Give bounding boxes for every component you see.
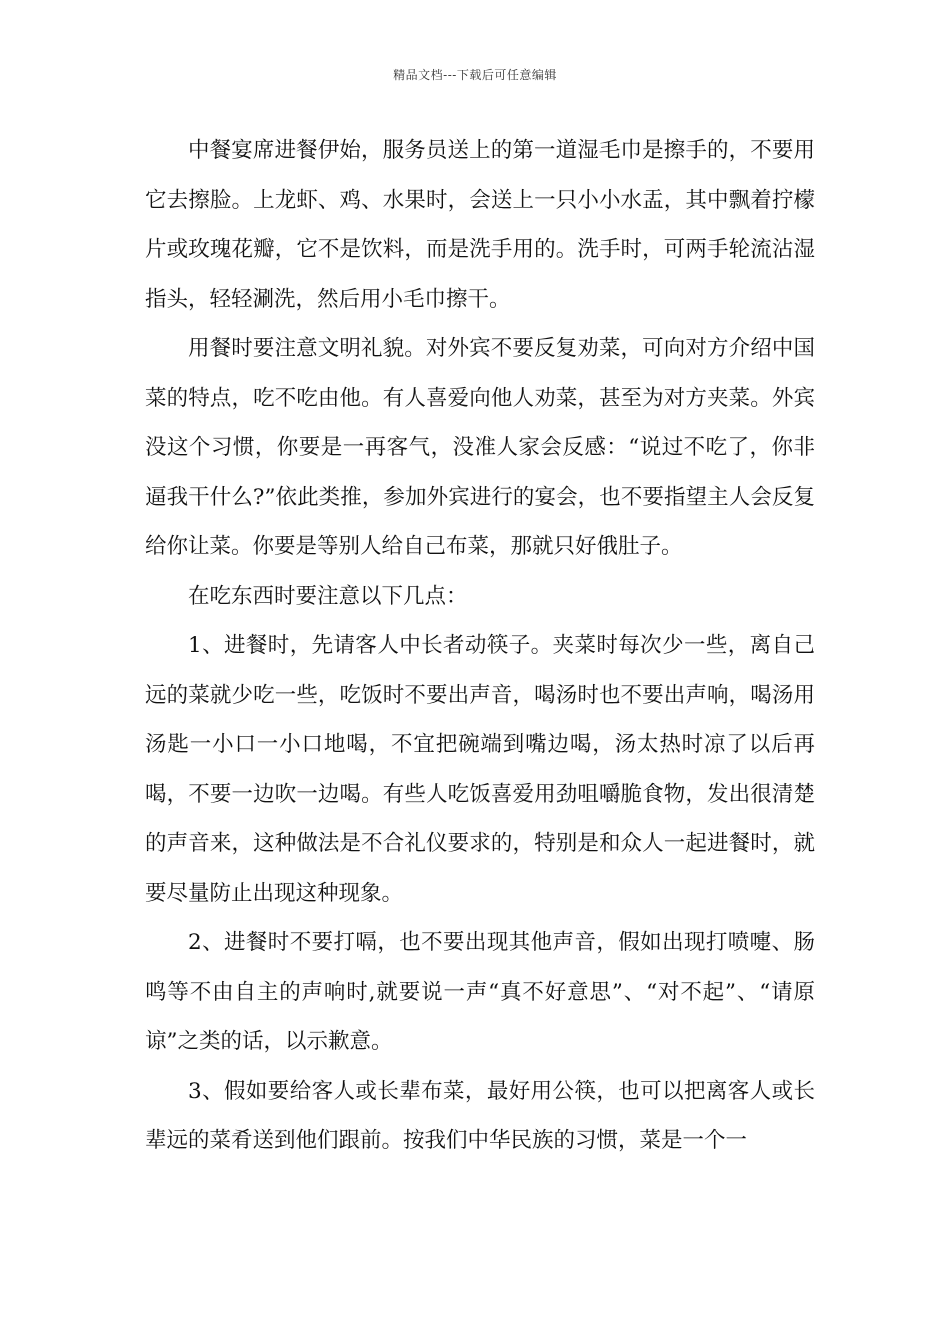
document-body	[145, 126, 815, 1166]
paragraph-point-2: 2、进餐时不要打嗝，也不要出现其他声音，假如出现打喷嚏、肠鸣等不由自主的声响时,就要说一声“真不好意思”、“对不起”、“请原谅”之类的话，以示歉意。	[145, 930, 815, 1054]
page-header: 精品文档---下载后可任意编辑	[393, 68, 557, 82]
paragraph-eating-points-intro: 在吃东西时要注意以下几点：	[188, 583, 468, 609]
paragraph-point-1: 1、进餐时，先请客人中长者动筷子。夹菜时每次少一些，离自己远的菜就少吃一些，吃饭时不要出声音，喝汤时也不要出声响，喝汤用汤匙一小口一小口地喝，不宜把碗端到嘴边喝，汤太热时凉了以后再喝，不要一边吹一边喝。有些人吃饭喜爱用劲咀嚼脆食物，发出很清楚的声音来，这种做法是不合礼仪要求的，特别是和众人一起进餐时，就要尽量防止出现这种现象。	[145, 633, 815, 906]
paragraph-hand-towel: 中餐宴席进餐伊始，服务员送上的第一道湿毛巾是擦手的，不要用它去擦脸。上龙虾、鸡、水果时，会送上一只小小水盂，其中飘着拧檬片或玫瑰花瓣，它不是饮料，而是洗手用的。洗手时，可两手轮流沾湿指头，轻轻涮洗，然后用小毛巾擦干。	[145, 138, 815, 312]
paragraph-point-3: 3、假如要给客人或长辈布菜，最好用公筷，也可以把离客人或长辈远的菜肴送到他们跟前。按我们中华民族的习惯，菜是一个一	[145, 1078, 815, 1153]
paragraph-courtesy: 用餐时要注意文明礼貌。对外宾不要反复劝菜，可向对方介绍中国菜的特点，吃不吃由他。有人喜爱向他人劝菜，甚至为对方夹菜。外宾没这个习惯，你要是一再客气，没准人家会反感：“说过不吃了，你非逼我干什么?”依此类推，参加外宾进行的宴会，也不要指望主人会反复给你让菜。你要是等别人给自己布菜，那就只好俄肚子。	[145, 336, 815, 559]
